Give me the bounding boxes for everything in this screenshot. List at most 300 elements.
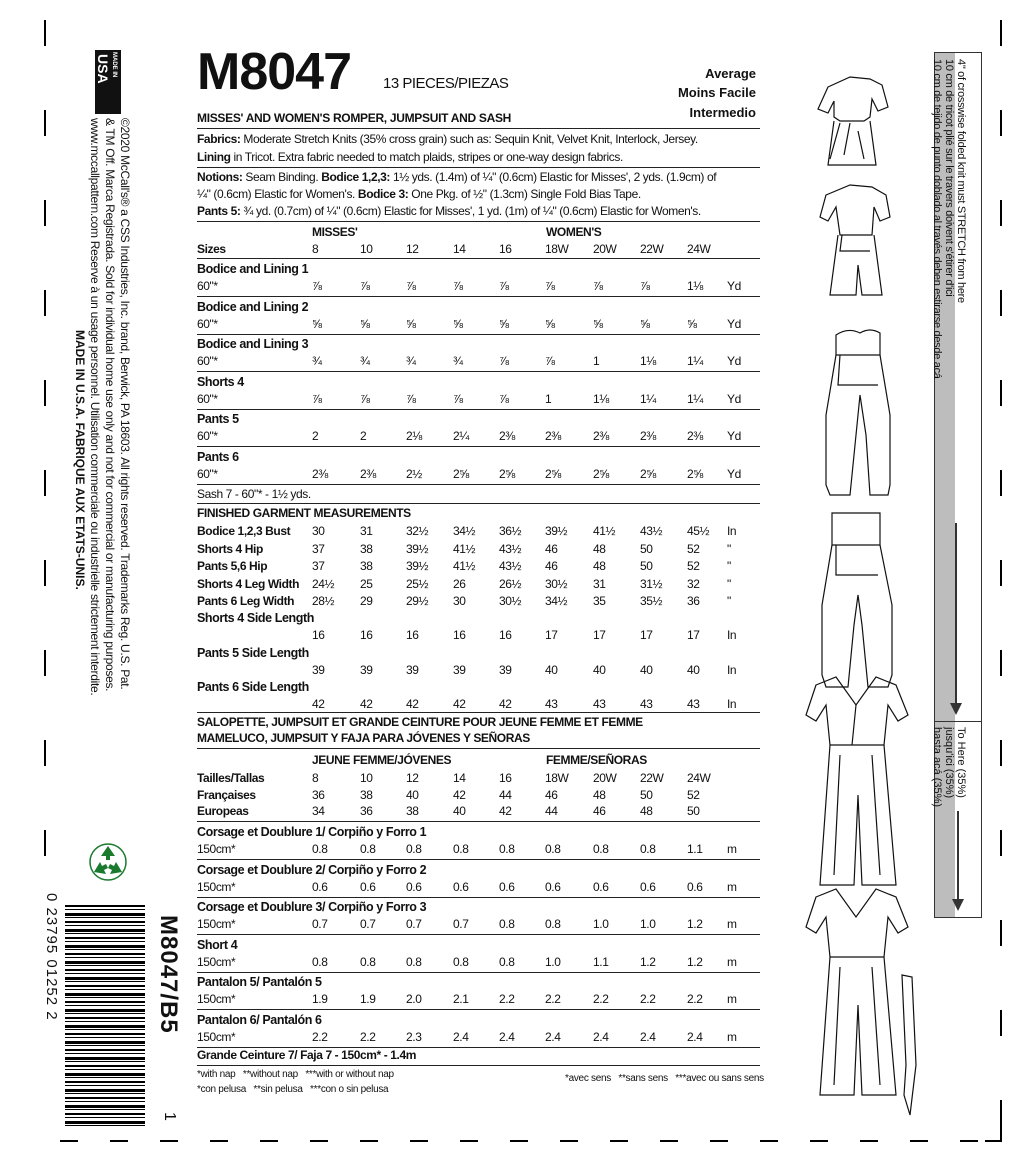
measurement-value: 32½ (406, 524, 429, 538)
measurement-unit: " (727, 559, 731, 573)
measurement-value: 52 (687, 559, 700, 573)
size-header: 24W (687, 242, 711, 256)
side-length-value: 42 (406, 697, 419, 711)
metric-value: 1.1 (687, 842, 703, 856)
measurement-value: 38 (360, 541, 373, 556)
yardage-value: ⅞ (453, 279, 463, 293)
measurement-value: 41½ (453, 559, 476, 573)
metric-value: 0.7 (312, 917, 328, 931)
measurement-value: 52 (687, 541, 700, 556)
yardage-value: 2⅜ (593, 429, 609, 443)
notions-bodice-label: Bodice 1,2,3: (321, 170, 391, 184)
yardage-value: 2⅜ (545, 429, 561, 443)
copyright-line-2: & TM Off. Marca Registrada. Sold for individual home use only and not for commercial or manufacturing purposes. (103, 118, 117, 692)
yardage-value: ⅝ (453, 316, 463, 331)
metric-item-name: Corsage et Doublure 3/ Corpiño y Forro 3 (197, 900, 427, 914)
made-in-usa-logo (95, 50, 121, 114)
pattern-title: MISSES' AND WOMEN'S ROMPER, JUMPSUIT AND SASH (197, 111, 512, 125)
yardage-value: 1¼ (687, 391, 703, 406)
yardage-item-name: Bodice and Lining 2 (197, 299, 309, 314)
size-header: 20W (593, 242, 617, 256)
yardage-value: 2 (312, 429, 319, 443)
french-size-value: 22W (640, 771, 664, 785)
metric-value: 2.2 (593, 992, 609, 1006)
to-here-2: jusqu'ici (35%) (943, 727, 955, 799)
metric-value: 2.4 (453, 1029, 469, 1044)
measurement-name: Pants 5,6 Hip (197, 559, 268, 573)
measurement-unit: " (727, 541, 731, 556)
metric-value: 0.7 (360, 917, 376, 931)
pattern-number: M8047 (197, 43, 351, 101)
measurement-value: 31 (360, 524, 373, 538)
side-length-value: 39 (499, 662, 512, 677)
metric-value: 0.6 (453, 879, 469, 894)
side-length-value: 17 (640, 628, 653, 642)
side-length-value: 16 (499, 628, 512, 642)
yardage-value: 2⅜ (687, 429, 703, 443)
measurement-value: 50 (640, 541, 653, 556)
yardage-width: 60"* (197, 466, 218, 481)
size-header: 10 (360, 242, 373, 256)
metric-value: 0.6 (312, 879, 328, 894)
yardage-item-name: Shorts 4 (197, 374, 244, 389)
side-length-name: Pants 6 Side Length (197, 680, 309, 694)
measurement-name: Bodice 1,2,3 Bust (197, 524, 291, 538)
measurement-value: 30 (312, 524, 325, 538)
metric-value: 1.0 (640, 917, 656, 931)
metric-value: 0.8 (312, 954, 328, 969)
stretch-text-3: 10 cm de tejido de punto doblado al través deben estirarse desde acá (931, 59, 943, 379)
yardage-value: 2⅝ (545, 466, 561, 481)
metric-value: 0.6 (593, 879, 609, 894)
metric-width: 150cm* (197, 1029, 236, 1044)
table-divider (197, 484, 760, 485)
metric-item-name: Pantalon 5/ Pantalón 5 (197, 975, 322, 989)
yardage-value: 2⅝ (499, 466, 515, 481)
measurement-value: 32 (687, 576, 700, 591)
french-size-value: 16 (499, 771, 512, 785)
measurement-value: 46 (545, 559, 558, 573)
measurement-value: 35½ (640, 594, 663, 608)
measurement-value: 43½ (499, 559, 522, 573)
side-length-value: 43 (687, 697, 700, 711)
stretch-arrow-1 (955, 523, 957, 703)
size-header: 14 (453, 242, 466, 256)
metric-value: 2.4 (499, 1029, 515, 1044)
side-length-value: 39 (312, 662, 325, 677)
size-header: 8 (312, 242, 319, 256)
french-size-value: 50 (640, 787, 653, 802)
side-length-value: 40 (640, 662, 653, 677)
metric-value: 0.8 (593, 842, 609, 856)
measurement-value: 50 (640, 559, 653, 573)
to-here-3: hasta acá (35%) (931, 727, 943, 808)
copyright-line-4: MADE IN U.S.A. FABRIQUE AUX ETATS-UNIS. (73, 330, 87, 590)
measurement-value: 46 (545, 541, 558, 556)
yardage-value: ⅝ (360, 316, 370, 331)
metric-value: 0.8 (406, 842, 422, 856)
metric-width: 150cm* (197, 917, 236, 931)
metric-value: 1.2 (687, 954, 703, 969)
yardage-width: 60"* (197, 354, 218, 368)
yardage-value: ¾ (453, 354, 463, 368)
side-length-value: 43 (593, 697, 606, 711)
metric-value: 2.4 (640, 1029, 656, 1044)
yardage-value: 2⅜ (360, 466, 376, 481)
metric-value: 1.0 (593, 917, 609, 931)
table-divider (197, 859, 760, 860)
french-title-2: MAMELUCO, JUMPSUIT Y FAJA PARA JÓVENES Y SEÑORAS (197, 731, 530, 745)
metric-value: 1.9 (360, 992, 376, 1006)
yardage-item-name: Pants 5 (197, 412, 239, 426)
footnote-fr: *avec sens **sans sens ***avec ou sans sens (565, 1073, 764, 1084)
metric-value: 0.6 (360, 879, 376, 894)
metric-value: 0.7 (406, 917, 422, 931)
measurement-value: 41½ (453, 541, 476, 556)
table-divider (197, 446, 760, 447)
table-divider (197, 934, 760, 935)
yardage-value: ⅞ (360, 279, 370, 293)
french-size-value: 10 (360, 771, 373, 785)
side-length-value: 16 (312, 628, 325, 642)
lining-label: Lining (197, 150, 231, 164)
size-header: 18W (545, 242, 569, 256)
french-size-value: 46 (593, 804, 606, 818)
barcode (65, 905, 145, 1127)
copyright-line-1: ©2020 McCall's® a CSS Industries, Inc. brand, Berwick, PA 18603. All rights reserved. Trademarks Reg. U.S. Pat. (118, 118, 132, 690)
measurement-value: 37 (312, 541, 325, 556)
french-size-value: 34 (312, 804, 325, 818)
metric-value: 2.2 (640, 992, 656, 1006)
to-here-1: To Here (35%) (955, 727, 967, 798)
yardage-value: 2¼ (453, 429, 469, 443)
difficulty-fr: Moins Facile (677, 85, 756, 100)
yardage-value: 2⅜ (312, 466, 328, 481)
metric-value: 0.6 (545, 879, 561, 894)
yardage-value: 1¼ (687, 354, 703, 368)
pattern-code-vertical: M8047/B5 (155, 915, 182, 1034)
yardage-width: 60"* (197, 316, 218, 331)
metric-unit: m (727, 917, 737, 931)
stretch-arrow-head-1 (950, 703, 962, 715)
yardage-unit: Yd (727, 279, 741, 293)
yardage-value: 1⅛ (593, 391, 609, 406)
measurement-value: 31½ (640, 576, 663, 591)
measurement-value: 39½ (406, 559, 429, 573)
measurement-value: 26½ (499, 576, 522, 591)
metric-item-name: Corsage et Doublure 2/ Corpiño y Forro 2 (197, 862, 427, 877)
side-length-value: 42 (312, 697, 325, 711)
metric-unit: m (727, 954, 737, 969)
measurement-value: 30 (453, 594, 466, 608)
measurement-value: 37 (312, 559, 325, 573)
metric-value: 1.1 (593, 954, 609, 969)
femme-label: FEMME/SEÑORAS (546, 753, 647, 767)
metric-value: 2.4 (545, 1029, 561, 1044)
metric-unit: m (727, 1029, 737, 1044)
french-size-value: 36 (312, 787, 325, 802)
metric-value: 0.8 (360, 954, 376, 969)
yardage-value: ⅞ (545, 279, 555, 293)
measurement-value: 28½ (312, 594, 335, 608)
metric-value: 2.3 (406, 1029, 422, 1044)
yardage-value: 2½ (406, 466, 422, 481)
strapless-jumpsuit-2-view-icon (822, 513, 892, 687)
yardage-value: 2⅝ (687, 466, 703, 481)
metric-item-name: Short 4 (197, 937, 238, 952)
yardage-value: ⅝ (593, 316, 603, 331)
yardage-value: ⅝ (640, 316, 650, 331)
metric-value: 2.2 (360, 1029, 376, 1044)
notions-line-3 (197, 204, 701, 218)
metric-value: 0.8 (545, 917, 561, 931)
metric-value: 0.6 (687, 879, 703, 894)
stretch-arrow-head-2 (952, 899, 964, 911)
yardage-value: 2⅛ (406, 429, 422, 443)
yardage-value: ¾ (360, 354, 370, 368)
metric-value: 0.6 (499, 879, 515, 894)
side-length-value: 40 (593, 662, 606, 677)
metric-value: 0.7 (453, 917, 469, 931)
side-length-value: 17 (545, 628, 558, 642)
measurement-value: 31 (593, 576, 606, 591)
stretch-text-1: 4" of crosswise folded knit must STRETCH from here (955, 59, 967, 303)
notions-pants5-text: ¾ yd. (0.7cm) of ¼" (0.6cm) Elastic for Misses', 1 yd. (1m) of ¼" (0.6cm) Elastic for Women's. (243, 204, 701, 218)
metric-value: 2.4 (687, 1029, 703, 1044)
french-title-1: SALOPETTE, JUMPSUIT ET GRANDE CEINTURE POUR JEUNE FEMME ET FEMME (197, 715, 643, 729)
french-size-value: 36 (360, 804, 373, 818)
difficulty-en: Average (705, 66, 756, 81)
french-size-value: 14 (453, 771, 466, 785)
yardage-value: ⅞ (499, 279, 509, 293)
french-size-value: 44 (545, 804, 558, 818)
yardage-value: ⅝ (545, 316, 555, 331)
measurement-unit: " (727, 594, 731, 608)
french-size-value: 12 (406, 771, 419, 785)
measurement-name: Pants 6 Leg Width (197, 594, 295, 608)
stretch-divider (935, 721, 981, 722)
yardage-value: 1¼ (640, 391, 656, 406)
side-length-unit: In (727, 697, 737, 711)
french-size-value: 42 (499, 804, 512, 818)
yardage-value: 2⅜ (640, 429, 656, 443)
yardage-value: ⅝ (687, 316, 697, 331)
french-size-value: 42 (453, 787, 466, 802)
measurement-value: 30½ (545, 576, 568, 591)
size-header: 12 (406, 242, 419, 256)
misses-label: MISSES' (312, 225, 358, 239)
side-length-value: 17 (593, 628, 606, 642)
measurement-value: 25½ (406, 576, 429, 591)
yardage-value: 1⅛ (687, 279, 703, 293)
french-size-value: 38 (360, 787, 373, 802)
french-size-value: 48 (593, 787, 606, 802)
measurement-value: 30½ (499, 594, 522, 608)
french-size-value: 46 (545, 787, 558, 802)
measurement-value: 48 (593, 541, 606, 556)
metric-value: 0.8 (499, 842, 515, 856)
measurement-unit: " (727, 576, 731, 591)
yardage-width: 60"* (197, 279, 218, 293)
side-length-value: 39 (406, 662, 419, 677)
yardage-value: 1 (545, 391, 552, 406)
table-divider (197, 409, 760, 410)
french-size-value: 44 (499, 787, 512, 802)
side-length-value: 40 (687, 662, 700, 677)
table-divider (197, 972, 760, 973)
footnote-es: *con pelusa **sin pelusa ***con o sin pelusa (197, 1084, 389, 1095)
measurement-value: 39½ (545, 524, 568, 538)
side-length-name: Shorts 4 Side Length (197, 611, 315, 625)
stretch-gauge (931, 52, 982, 918)
table-divider (197, 371, 760, 372)
fabrics-text-1: Moderate Stretch Knits (35% cross grain) such as: Sequin Knit, Velvet Knit, Interlock, Jersey. (243, 132, 698, 146)
measurement-value: 43½ (640, 524, 663, 538)
side-length-value: 42 (360, 697, 373, 711)
metric-value: 2.2 (545, 992, 561, 1006)
measurement-value: 48 (593, 559, 606, 573)
metric-value: 0.8 (499, 917, 515, 931)
side-length-name: Pants 5 Side Length (197, 645, 309, 660)
french-size-value: 24W (687, 771, 711, 785)
yardage-value: ⅝ (312, 316, 322, 331)
usa-text: USA (95, 54, 111, 84)
metric-value: 0.8 (499, 954, 515, 969)
yardage-value: ¾ (406, 354, 416, 368)
side-length-unit: In (727, 628, 737, 642)
metric-unit: m (727, 992, 737, 1006)
metric-value: 2.1 (453, 992, 469, 1006)
metric-width: 150cm* (197, 954, 236, 969)
metric-value: 2.2 (687, 992, 703, 1006)
yardage-value: ⅞ (360, 391, 370, 406)
footnote-en: *with nap **without nap ***with or without nap (197, 1069, 394, 1080)
fabrics-line-2 (197, 150, 623, 164)
measurement-value: 36½ (499, 524, 522, 538)
barcode-digits: 0 23795 01252 2 (43, 893, 60, 1021)
barcode-end-digit: 1 (161, 1112, 178, 1121)
measurement-value: 34½ (545, 594, 568, 608)
metric-value: 2.0 (406, 992, 422, 1006)
measurement-value: 24½ (312, 576, 335, 591)
side-length-value: 39 (360, 662, 373, 677)
side-length-value: 39 (453, 662, 466, 677)
jeune-femme-label: JEUNE FEMME/JÓVENES (312, 753, 452, 767)
side-length-value: 43 (640, 697, 653, 711)
french-size-name: Europeas (197, 804, 249, 818)
yardage-unit: Yd (727, 354, 741, 368)
measurement-value: 39½ (406, 541, 429, 556)
french-size-value: 18W (545, 771, 569, 785)
difficulty-es: Intermedio (689, 105, 756, 120)
yardage-item-name: Pants 6 (197, 449, 239, 464)
side-length-value: 16 (453, 628, 466, 642)
metric-value: 2.4 (593, 1029, 609, 1044)
yardage-value: ⅞ (499, 354, 509, 368)
yardage-value: ⅝ (499, 316, 509, 331)
stretch-text-2: 10 cm de tricot plié sur le travers doivent s'étirer d'ici (943, 59, 955, 297)
metric-value: 1.9 (312, 992, 328, 1006)
yardage-width: 60"* (197, 391, 218, 406)
measurement-value: 35 (593, 594, 606, 608)
strapless-jumpsuit-view-icon (826, 330, 890, 495)
romper-view-icon (820, 185, 890, 295)
copyright-line-3: www.mccallpattern.com Reserve à un usage personnel. Utilisation commerciale ou industrielle strictement interdite. (88, 118, 102, 696)
french-sash-line: Grande Ceinture 7/ Faja 7 - 150cm* - 1.4m (197, 1048, 417, 1062)
french-size-value: 52 (687, 787, 700, 802)
yardage-value: 2⅜ (499, 429, 515, 443)
yardage-value: ⅞ (453, 391, 463, 406)
size-header: 16 (499, 242, 512, 256)
sash-line: Sash 7 - 60"* - 1½ yds. (197, 487, 311, 501)
yardage-value: ⅞ (545, 354, 555, 368)
metric-value: 0.8 (406, 954, 422, 969)
metric-value: 0.8 (312, 842, 328, 856)
side-length-value: 42 (499, 697, 512, 711)
romper-sash-view-icon (818, 77, 888, 165)
yardage-item-name: Bodice and Lining 3 (197, 337, 309, 351)
metric-item-name: Corsage et Doublure 1/ Corpiño y Forro 1 (197, 825, 427, 839)
yardage-value: 1⅛ (640, 354, 656, 368)
french-size-value: 8 (312, 771, 319, 785)
yardage-value: ⅞ (406, 391, 416, 406)
notions-line-1 (197, 170, 716, 184)
size-header: 22W (640, 242, 664, 256)
yardage-value: 1 (593, 354, 600, 368)
french-size-name: Tailles/Tallas (197, 771, 265, 785)
fabrics-line-1 (197, 132, 698, 146)
metric-width: 150cm* (197, 879, 236, 894)
notions-seam-binding: Seam Binding. (245, 170, 319, 184)
french-size-value: 50 (687, 804, 700, 818)
yardage-value: ⅞ (499, 391, 509, 406)
yardage-value: ⅝ (406, 316, 416, 331)
yardage-value: ¾ (312, 354, 322, 368)
side-length-value: 17 (687, 628, 700, 642)
yardage-value: ⅞ (640, 279, 650, 293)
sizes-label: Sizes (197, 242, 226, 256)
metric-value: 0.6 (640, 879, 656, 894)
notions-pants5-label: Pants 5: (197, 204, 241, 218)
measurement-value: 38 (360, 559, 373, 573)
yardage-value: 2⅝ (453, 466, 469, 481)
side-length-value: 16 (406, 628, 419, 642)
yardage-value: ⅞ (312, 279, 322, 293)
stretch-arrow-2 (957, 811, 959, 903)
measurement-value: 36 (687, 594, 700, 608)
metric-value: 0.8 (640, 842, 656, 856)
yardage-item-name: Bodice and Lining 1 (197, 262, 309, 276)
yardage-value: ⅞ (593, 279, 603, 293)
measurement-value: 26 (453, 576, 466, 591)
yardage-value: 2 (360, 429, 367, 443)
side-length-value: 16 (360, 628, 373, 642)
measurement-value: 41½ (593, 524, 616, 538)
measurement-value: 29½ (406, 594, 429, 608)
measurement-name: Shorts 4 Hip (197, 541, 263, 556)
metric-value: 1.2 (640, 954, 656, 969)
yardage-value: ⅞ (312, 391, 322, 406)
table-divider (197, 334, 760, 335)
measurement-value: 45½ (687, 524, 710, 538)
metric-value: 2.2 (312, 1029, 328, 1044)
fabrics-label: Fabrics: (197, 132, 241, 146)
metric-value: 1.0 (545, 954, 561, 969)
measurement-value: 43½ (499, 541, 522, 556)
notions-bias-tape: One Pkg. of ½" (1.3cm) Single Fold Bias Tape. (411, 187, 641, 201)
made-in-text: MADE IN (111, 52, 117, 78)
yardage-value: 2⅝ (593, 466, 609, 481)
